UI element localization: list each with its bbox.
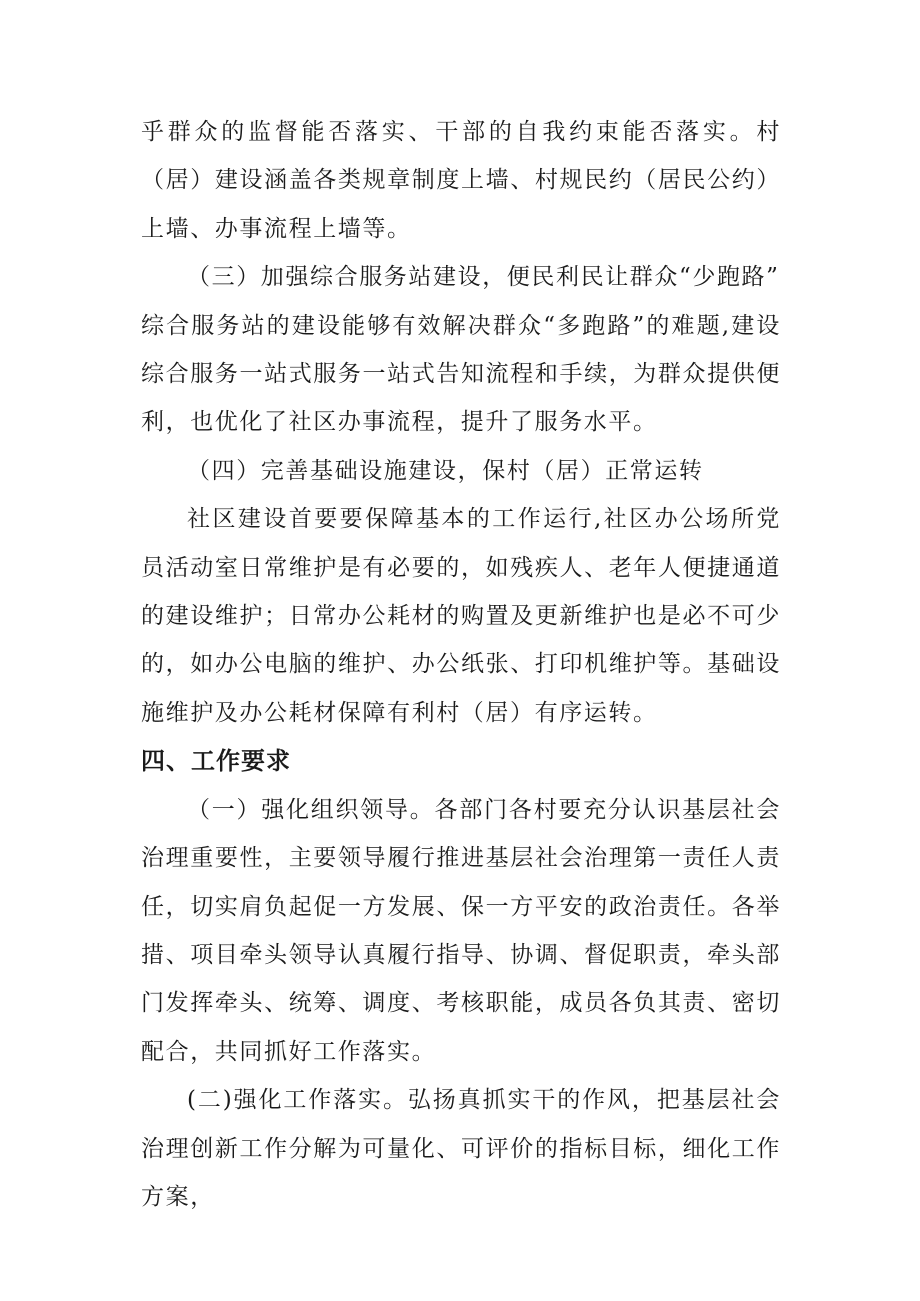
paragraph-work-implementation: (二)强化工作落实。弘扬真抓实干的作风，把基层社会治理创新工作分解为可量化、可评价的指标目标，细化工作方案， [141, 1087, 781, 1210]
section-heading-work-requirements: 四、工作要求 [141, 747, 291, 776]
paragraph-continuation: 乎群众的监督能否落实、干部的自我约束能否落实。村（居）建设涵盖各类规章制度上墙、村规民约（居民公约）上墙、办事流程上墙等。 [141, 119, 781, 242]
subheading-infrastructure: （四）完善基础设施建设，保村（居）正常运转 [187, 457, 704, 484]
paragraph-service-station: 综合服务站的建设能够有效解决群众“多跑路”的难题,建设综合服务一站式服务一站式告知流程和手续，为群众提供便利，也优化了社区办事流程，提升了服务水平。 [141, 312, 781, 436]
subheading-service-station: （三）加强综合服务站建设，便民利民让群众“少跑路” [187, 264, 780, 291]
paragraph-organization-leadership: （一）强化组织领导。各部门各村要充分认识基层社会治理重要性，主要领导履行推进基层社会治理第一责任人责任，切实肩负起促一方发展、保一方平安的政治责任。各举措、项目牵头领导认真履行指导、协调、督促职责，牵头部门发挥牵头、统筹、调度、考核职能，成员各负其责、密切配合，共同抓好工作落实。 [141, 796, 781, 1065]
paragraph-infrastructure: 社区建设首要要保障基本的工作运行,社区办公场所党员活动室日常维护是有必要的，如残疾人、老年人便捷通道的建设维护；日常办公耗材的购置及更新维护也是必不可少的，如办公电脑的维护、办公纸张、打印机维护等。基础设施维护及办公耗材保障有利村（居）有序运转。 [141, 506, 781, 726]
document-body [141, 108, 781, 1221]
